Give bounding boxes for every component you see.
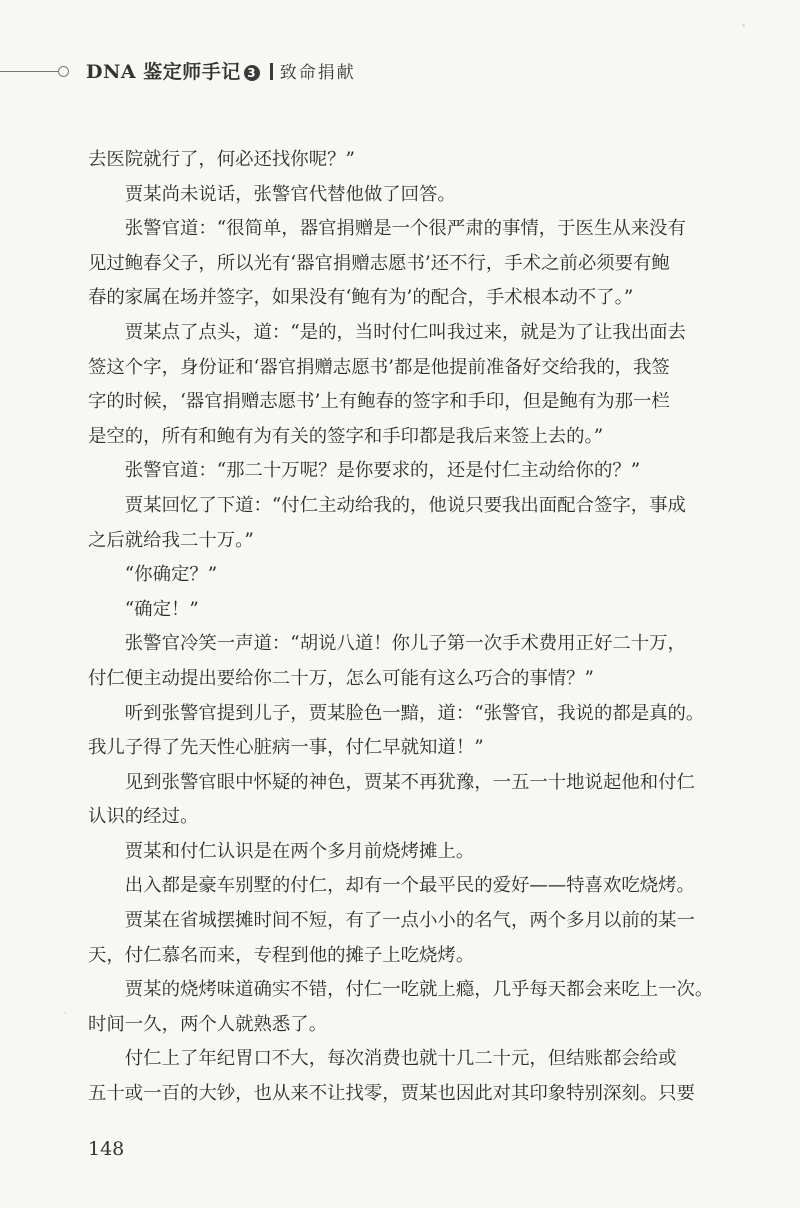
volume-badge: 3 [244,65,260,81]
text-line: 签这个字，身份证和‘器官捐赠志愿书’都是他提前准备好交给我的，我签 [88,356,670,378]
book-title: DNA 鉴定师手记 [86,61,241,83]
text-line: 贾某点了点头，道：“是的，当时付仁叫我过来，就是为了让我出面去 [88,321,686,343]
text-line: 之后就给我二十万。” [88,529,254,551]
text-line: 出入都是豪车别墅的付仁，却有一个最平民的爱好——特喜欢吃烧烤。 [88,875,695,897]
text-line: 五十或一百的大钞，也从来不让找零，贾某也因此对其印象特别深刻。只要 [88,1083,695,1105]
text-line: 春的家属在场并签字，如果没有‘鲍有为’的配合，手术根本动不了。” [88,287,634,309]
body-text [88,143,728,1112]
text-line: 认识的经过。 [88,806,199,828]
book-subtitle: 致命捐献 [279,63,356,83]
text-line: 贾某在省城摆摊时间不短，有了一点小小的名气，两个多月以前的某一 [88,910,695,932]
header-title-group [86,57,356,84]
text-line: 字的时候，‘器官捐赠志愿书’上有鲍春的签字和手印，但是鲍有为那一栏 [88,391,670,413]
header-rule [0,71,60,72]
text-line: 付仁上了年纪胃口不大，每次消费也就十几二十元，但结账都会给或 [88,1048,677,1070]
paper-speck [742,24,745,27]
page-number: 148 [88,1138,125,1160]
running-header [0,52,800,92]
text-line: 张警官道：“那二十万呢？是你要求的，还是付仁主动给你的？” [88,460,641,482]
text-line: 我儿子得了先天性心脏病一事，付仁早就知道！” [88,737,484,759]
text-line: 张警官道：“很简单，器官捐赠是一个很严肃的事情，于医生从来没有 [88,218,686,240]
text-line: 见过鲍春父子，所以光有‘器官捐赠志愿书’还不行，手术之前必须要有鲍 [88,252,670,274]
text-line: 是空的，所有和鲍有为有关的签字和手印都是我后来签上去的。” [88,425,604,447]
text-line: 贾某的烧烤味道确实不错，付仁一吃就上瘾，几乎每天都会来吃上一次。 [88,979,714,1001]
text-line: 去医院就行了，何必还找你呢？” [88,149,355,170]
text-line: 贾某回忆了下道：“付仁主动给我的，他说只要我出面配合签字，事成 [88,494,686,516]
text-line: 贾某和付仁认识是在两个多月前烧烤摊上。 [88,840,475,862]
paper-speck [64,1012,66,1014]
text-line: 贾某尚未说话，张警官代替他做了回答。 [88,183,456,205]
text-line: 张警官冷笑一声道：“胡说八道！你儿子第一次手术费用正好二十万， [88,633,686,655]
text-line: “确定！” [88,598,199,620]
header-separator-bar [270,63,273,80]
text-line: 时间一久，两个人就熟悉了。 [88,1013,328,1035]
text-line: 听到张警官提到儿子，贾某脸色一黯，道：“张警官，我说的都是真的。 [88,702,705,724]
header-circle-ornament [58,66,69,77]
text-line: “你确定？” [88,564,218,586]
text-line: 见到张警官眼中怀疑的神色，贾某不再犹豫，一五一十地说起他和付仁 [88,771,695,793]
text-line: 付仁便主动提出要给你二十万，怎么可能有这么巧合的事情？” [88,667,594,689]
text-line: 天，付仁慕名而来，专程到他的摊子上吃烧烤。 [88,944,475,966]
